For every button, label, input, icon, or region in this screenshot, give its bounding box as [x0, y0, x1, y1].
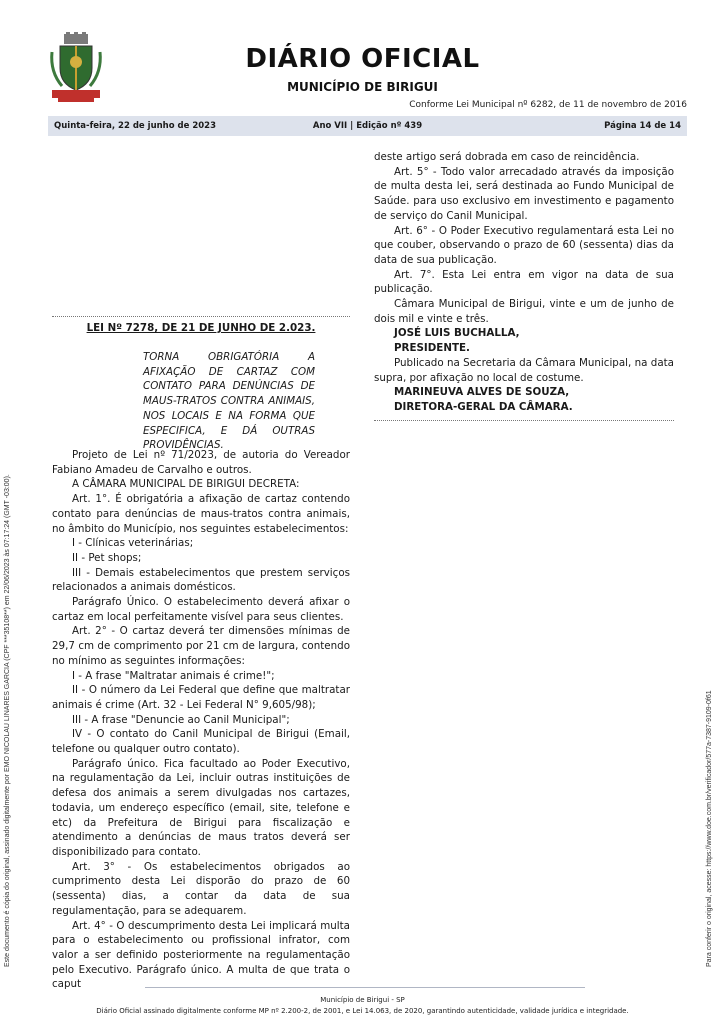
paragraph: Art. 1°. É obrigatória a afixação de cartaz contendo contato para denúncias de maus-tratos contra animais, no âmbito do Município, nos seguintes estabelecimentos: [52, 493, 350, 535]
paragraph: II - O número da Lei Federal que define que maltratar animais é crime (Art. 32 - Lei Federal N° 9,605/98); [52, 684, 350, 711]
paragraph: Parágrafo Único. O estabelecimento deverá afixar o cartaz em local perfeitamente visível para seus clientes. [52, 596, 350, 623]
section-divider [374, 420, 674, 421]
paragraph: deste artigo será dobrada em caso de reincidência. [374, 151, 640, 163]
publication-note: Publicado na Secretaria da Câmara Municipal, na data supra, por afixação no local de costume. [374, 356, 674, 384]
paragraph: A CÂMARA MUNICIPAL DE BIRIGUI DECRETA: [72, 478, 300, 491]
edition-number: Ano VII | Edição nº 439 [312, 121, 423, 131]
issue-date: Quinta-feira, 22 de junho de 2023 [54, 121, 216, 131]
footer-municipality: Município de Birigui - SP [320, 996, 405, 1004]
paragraph: Art. 2° - O cartaz deverá ter dimensões mínimas de 29,7 cm de comprimento por 21 cm de largura, contendo no mínimo as seguintes informações: [52, 625, 350, 667]
paragraph: IV - O contato do Canil Municipal de Birigui (Email, telefone ou qualquer outro contato). [52, 728, 350, 756]
right-column [374, 150, 674, 415]
paragraph: Câmara Municipal de Birigui, vinte e um de junho de dois mil e vinte e três. [374, 298, 674, 325]
verification-link[interactable]: Para conferir o original, acesse: https://www.doe.com.br/verificador/577a-7387-9109-0f61 [706, 690, 713, 967]
digital-signature-note: Este documento é cópia do original, assinado digitalmente por EMO NICOLAU LINARES GARCIA (CPF ***35108**) em 22/06/2023 às 07:17:24 (GMT -03:00). [4, 474, 11, 967]
paragraph: I - Clínicas veterinárias; [72, 537, 194, 550]
paragraph: Projeto de Lei nº 71/2023, de autoria do Vereador Fabiano Amadeu de Carvalho e outros. [52, 449, 350, 476]
paragraph: Art. 6° - O Poder Executivo regulamentará esta Lei no que couber, observando o prazo de 60 (sessenta) dias da data de sua publicação. [374, 224, 674, 266]
law-title: LEI Nº 7278, DE 21 DE JUNHO DE 2.023. [86, 322, 316, 334]
page-number: Página 14 de 14 [604, 121, 681, 131]
law-summary: TORNA OBRIGATÓRIA A AFIXAÇÃO DE CARTAZ COM CONTATO PARA DENÚNCIAS DE MAUS-TRATOS CONTRA ANIMAIS, NOS LOCAIS E NA FORMA QUE ESPECIFICA, E DÁ OUTRAS PROVIDÊNCIAS. [143, 351, 315, 452]
footer-divider [145, 987, 585, 988]
edition-bar [48, 116, 687, 136]
paragraph: Parágrafo único. Fica facultado ao Poder Executivo, na regulamentação da Lei, incluir outras instituições de defesa dos animais a serem divulgadas nos cartazes, todavia, um endereço específico (email, site, telefone e etc) da Prefeitura de Birigui para fiscalização e atendimento a denúncias de maus tratos deverá ser disponibilizado para contato. [52, 757, 350, 858]
signatory-name: JOSÉ LUIS BUCHALLA, [394, 327, 520, 340]
footer-legal-note: Diário Oficial assinado digitalmente conforme MP nº 2.200-2, de 2001, e Lei 14.063, de 2020, garantindo autenticidade, validade jurídica e integridade. [96, 1007, 629, 1015]
signatory-name: MARINEUVA ALVES DE SOUZA, [394, 386, 570, 399]
paragraph: III - Demais estabelecimentos que prestem serviços relacionados a animais domésticos. [52, 566, 350, 594]
paragraph: II - Pet shops; [72, 551, 142, 564]
page-title: DIÁRIO OFICIAL [245, 44, 480, 74]
signatory-role: PRESIDENTE. [394, 342, 470, 355]
page-subtitle: MUNICÍPIO DE BIRIGUI [287, 80, 438, 94]
paragraph: Art. 4° - O descumprimento desta Lei implicará multa para o estabelecimento ou profissional infrator, com valor a ser definido posteriormente na regulamentação pelo Executivo. Parágrafo único. A multa de que trata o caput [52, 919, 350, 991]
signatory-role: DIRETORA-GERAL DA CÂMARA. [394, 400, 573, 413]
paragraph: Art. 3° - Os estabelecimentos obrigados ao cumprimento desta Lei disporão do prazo de 60 (sessenta) dias, a contar da data de sua regulamentação, para se adequarem. [52, 860, 350, 917]
section-divider [52, 316, 350, 317]
paragraph: Art. 5° - Todo valor arrecadado através da imposição de multa desta lei, será destinada ao Fundo Municipal de Saúde. para uso exclusivo em investimento e pagamento de serviço do Canil Municipal. [374, 165, 674, 222]
left-column [52, 448, 350, 992]
paragraph: III - A frase "Denuncie ao Canil Municipal"; [72, 713, 290, 726]
legal-reference: Conforme Lei Municipal nº 6282, de 11 de novembro de 2016 [409, 100, 687, 110]
paragraph: Art. 7°. Esta Lei entra em vigor na data de sua publicação. [374, 268, 674, 296]
paragraph: I - A frase "Maltratar animais é crime!"; [72, 669, 275, 682]
